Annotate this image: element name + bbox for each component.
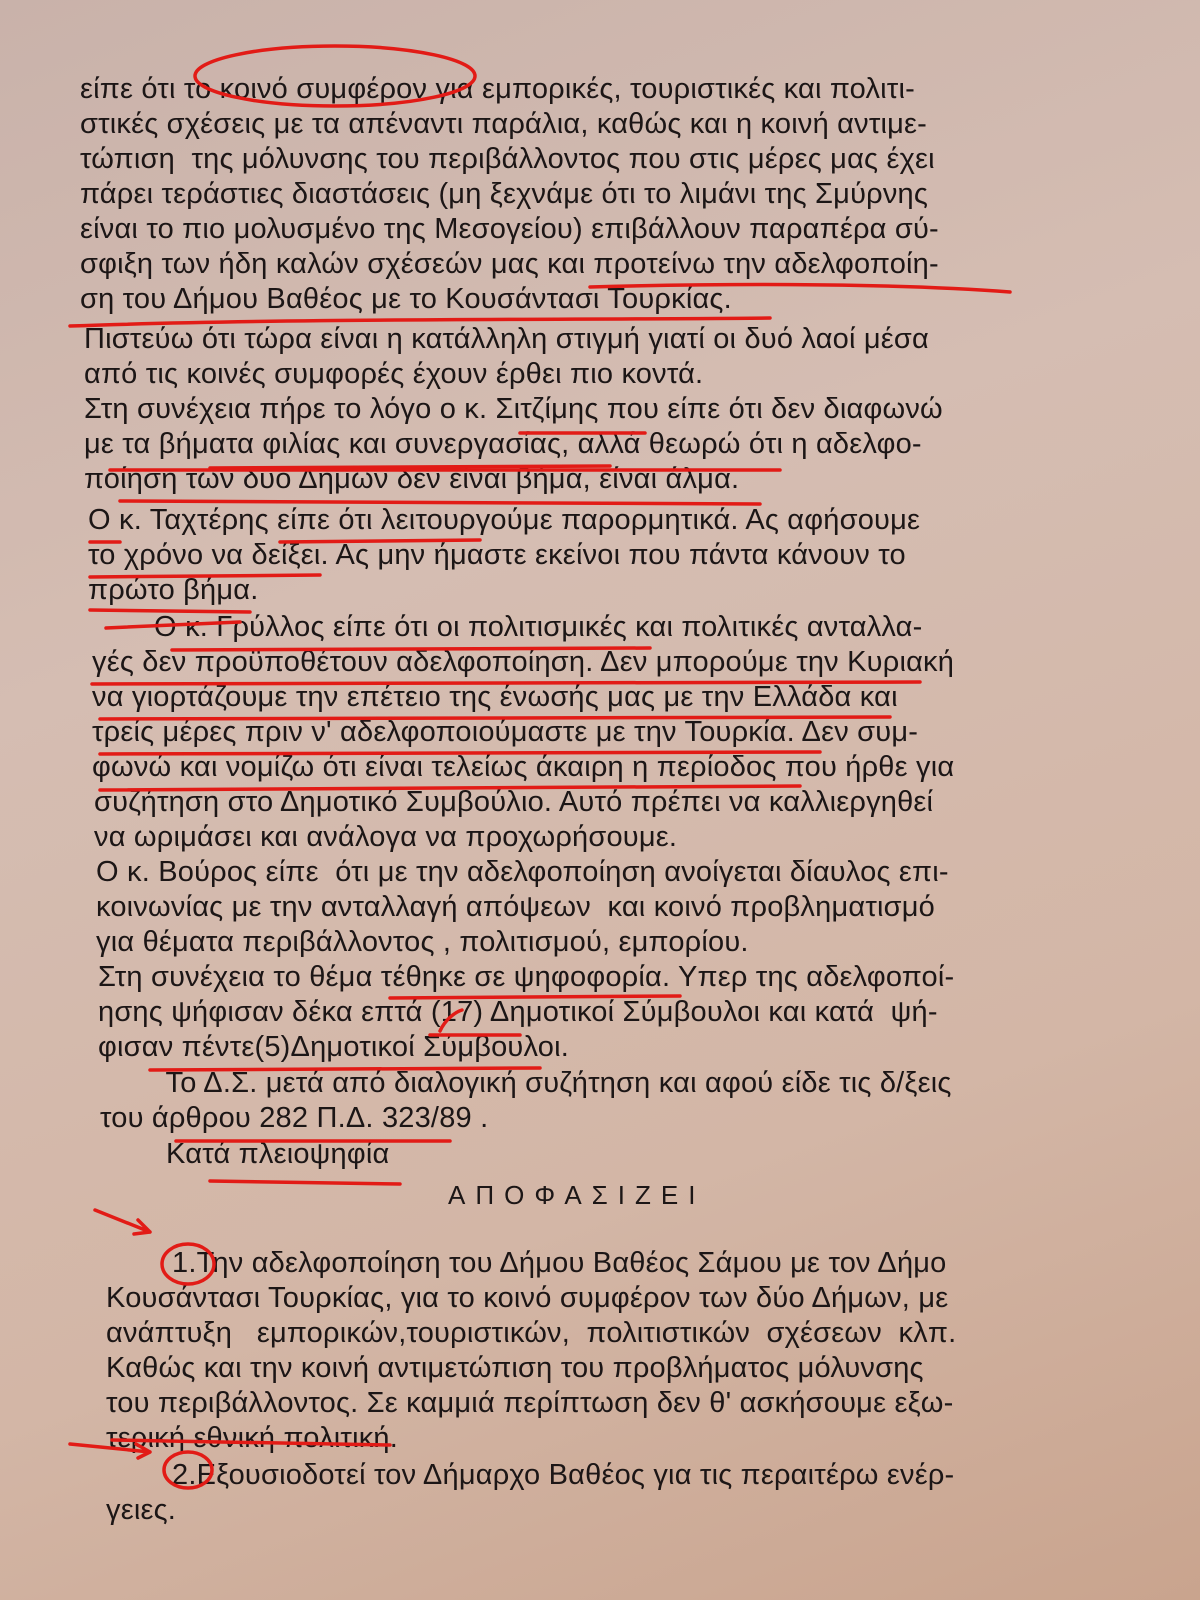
decision-item-line: τερική εθνική πολιτική. xyxy=(106,1422,398,1454)
text-line: για θέματα περιβάλλοντος , πολιτισμού, εμπορίου. xyxy=(96,926,749,958)
text-line: γές δεν προϋποθέτουν αδελφοποίηση. Δεν μπορούμε την Κυριακή xyxy=(92,646,955,678)
text-line: είναι το πιο μολυσμένο της Μεσογείου) επιβάλλουν παραπέρα σύ- xyxy=(80,213,939,245)
text-line: το χρόνο να δείξει. Ας μην ήμαστε εκείνοι που πάντα κάνουν το xyxy=(88,539,906,571)
text-line: φωνώ και νομίζω ότι είναι τελείως άκαιρη η περίοδος που ήρθε για xyxy=(92,751,955,783)
text-line: τρείς μέρες πριν ν' αδελφοποιούμαστε με την Τουρκία. Δεν συμ- xyxy=(92,716,919,748)
underline-annotation xyxy=(210,1181,400,1184)
decision-item-line: του περιβάλλοντος. Σε καμμιά περίπτωση δεν θ' ασκήσουμε εξω- xyxy=(106,1387,954,1419)
decision-item-line: γειες. xyxy=(106,1494,177,1526)
text-line: Πιστεύω ότι τώρα είναι η κατάλληλη στιγμή γιατί οι δυό λαοί μέσα xyxy=(84,323,929,355)
text-line: Ο κ. Ταχτέρης είπε ότι λειτουργούμε παρορμητικά. Ας αφήσουμε xyxy=(88,504,921,536)
text-line: του άρθρου 282 Π.Δ. 323/89 . xyxy=(100,1102,489,1134)
text-line: να ωριμάσει και ανάλογα να προχωρήσουμε. xyxy=(94,821,678,853)
text-line: ποίηση των δύο Δήμων δεν είναι βήμα, είναι άλμα. xyxy=(84,463,740,495)
decision-item-line: 2.Εξουσιοδοτεί τον Δήμαρχο Βαθέος για τις περαιτέρω ενέρ- xyxy=(106,1459,955,1491)
decision-item-line: Κουσάντασι Τουρκίας, για το κοινό συμφέρον των δύο Δήμων, με xyxy=(106,1282,949,1314)
text-line: με τα βήματα φιλίας και συνεργασίας, αλλά θεωρώ ότι η αδελφο- xyxy=(84,428,922,460)
text-line: τώπιση της μόλυνσης του περιβάλλοντος που στις μέρες μας έχει xyxy=(80,143,935,175)
text-line: Το Δ.Σ. μετά από διαλογική συζήτηση και αφού είδε τις δ/ξεις xyxy=(100,1067,952,1099)
decision-item-line: 1.Την αδελφοποίηση του Δήμου Βαθέος Σάμου με τον Δήμο xyxy=(106,1247,947,1279)
text-line: πρώτο βήμα. xyxy=(88,574,259,606)
text-line: στικές σχέσεις με τα απέναντι παράλια, καθώς και η κοινή αντιμε- xyxy=(80,108,928,140)
decision-heading: ΑΠΟΦΑΣΙΖΕΙ xyxy=(448,1180,706,1210)
text-line: κοινωνίας με την ανταλλαγή απόψεων και κοινό προβληματισμό xyxy=(96,891,935,923)
text-line: ησης ψήφισαν δέκα επτά (17) Δημοτικοί Σύμβουλοι και κατά ψή- xyxy=(98,996,938,1028)
decision-item-line: Καθώς και την κοινή αντιμετώπιση του προβλήματος μόλυνσης xyxy=(106,1352,924,1384)
text-line: Ο κ. Γρύλλος είπε ότι οι πολιτισμικές και πολιτικές ανταλλα- xyxy=(88,611,923,643)
text-line: Κατά πλειοψηφία xyxy=(100,1138,390,1170)
text-line: Στη συνέχεια το θέμα τέθηκε σε ψηφοφορία. Υπερ της αδελφοποί- xyxy=(98,961,955,993)
decision-item-line: ανάπτυξη εμπορικών,τουριστικών, πολιτιστικών σχέσεων κλπ. xyxy=(106,1317,957,1349)
text-line: Ο κ. Βούρος είπε ότι με την αδελφοποίηση ανοίγεται δίαυλος επι- xyxy=(96,856,949,888)
text-line: πάρει τεράστιες διαστάσεις (μη ξεχνάμε ότι το λιμάνι της Σμύρνης xyxy=(80,178,929,210)
arrow-annotation xyxy=(95,1210,150,1234)
text-line: φισαν πέντε(5)Δημοτικοί Σύμβουλοι. xyxy=(98,1031,569,1063)
text-line: από τις κοινές συμφορές έχουν έρθει πιο κοντά. xyxy=(84,358,704,390)
text-line: σφιξη των ήδη καλών σχέσεών μας και προτείνω την αδελφοποίη- xyxy=(80,248,939,280)
text-line: συζήτηση στο Δημοτικό Συμβούλιο. Αυτό πρέπει να καλλιεργηθεί xyxy=(94,786,934,818)
text-line: ση του Δήμου Βαθέος με το Κουσάντασι Τουρκίας. xyxy=(80,283,732,315)
text-line: είπε ότι το κοινό συμφέρον για εμπορικές, τουριστικές και πολιτι- xyxy=(80,73,915,105)
text-line: να γιορτάζουμε την επέτειο της ένωσής μας με την Ελλάδα και xyxy=(92,681,898,713)
text-line: Στη συνέχεια πήρε το λόγο ο κ. Σιτζίμης που είπε ότι δεν διαφωνώ xyxy=(84,393,943,425)
